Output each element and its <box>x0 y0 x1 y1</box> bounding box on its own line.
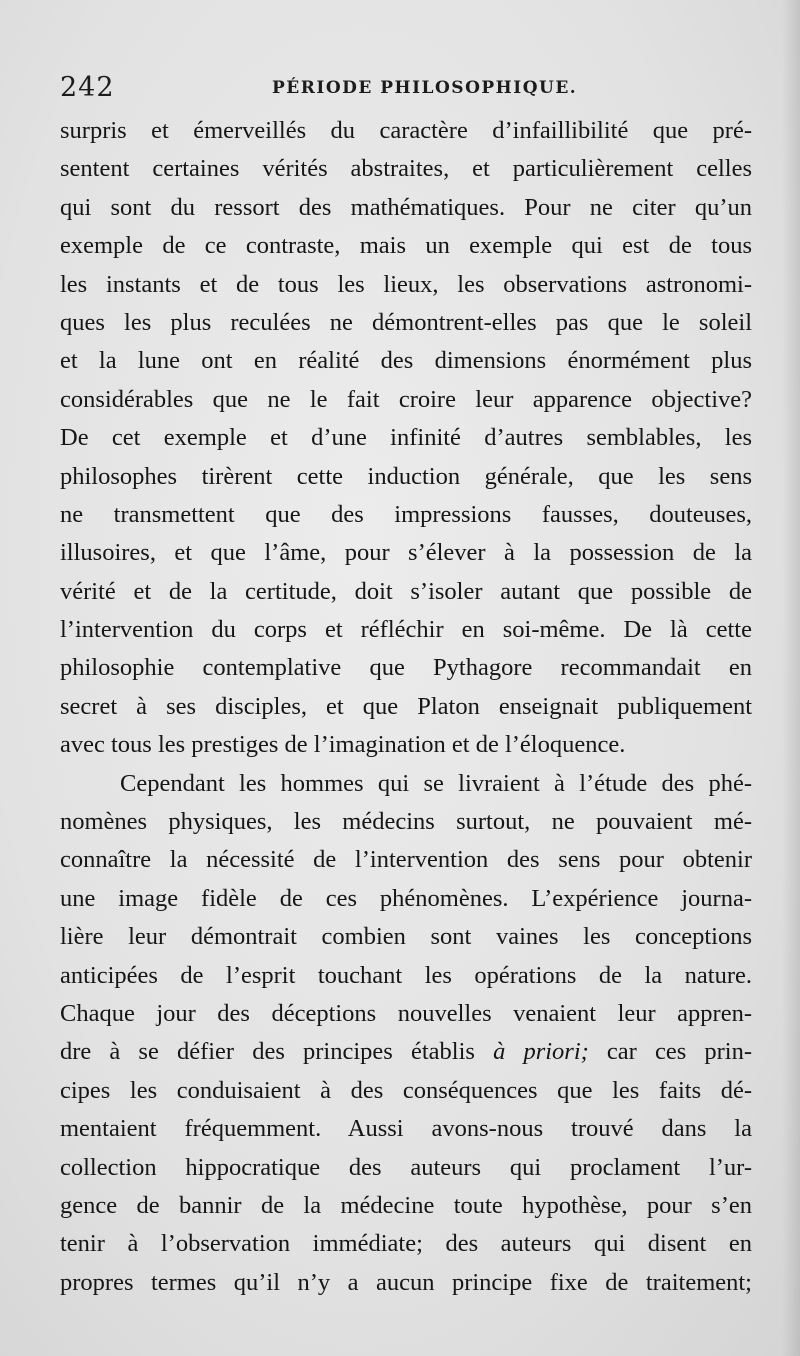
italic-phrase: à priori; <box>493 1038 589 1066</box>
text-line: tenir à l’observation immédiate; des auteurs qui disent en <box>60 1230 752 1258</box>
text-line: philosophes tirèrent cette induction générale, que les sens <box>60 462 752 490</box>
text-line: illusoires, et que l’âme, pour s’élever à la possession de la <box>60 539 752 567</box>
text-line: sentent certaines vérités abstraites, et particulièrement celles <box>60 155 752 183</box>
body-text <box>60 112 752 1302</box>
text-line: nomènes physiques, les médecins surtout, ne pouvaient mé- <box>60 808 752 836</box>
running-head: PÉRIODE PHILOSOPHIQUE. <box>272 78 578 98</box>
text-line: considérables que ne le fait croire leur apparence objective? <box>60 385 752 413</box>
text-line: propres termes qu’il n’y a aucun principe fixe de traitement; <box>60 1268 752 1296</box>
text-line: exemple de ce contraste, mais un exemple qui est de tous <box>60 232 752 260</box>
text-line: Cependant les hommes qui se livraient à l’étude des phé- <box>120 769 752 797</box>
text-segment: car ces prin- <box>588 1038 753 1066</box>
text-line: cipes les conduisaient à des conséquences que les faits dé- <box>60 1076 752 1104</box>
text-line: lière leur démontrait combien sont vaines les conceptions <box>60 923 752 951</box>
text-line: et la lune ont en réalité des dimensions énormément plus <box>60 347 752 375</box>
text-line: mentaient fréquemment. Aussi avons-nous trouvé dans la <box>60 1115 752 1143</box>
text-line-with-italic <box>60 1033 752 1071</box>
text-line: ques les plus reculées ne démontrent-elles pas que le soleil <box>60 308 752 336</box>
text-line: secret à ses disciples, et que Platon enseignait publiquement <box>60 692 752 720</box>
text-line: une image fidèle de ces phénomènes. L’expérience journa- <box>60 884 752 912</box>
text-line: les instants et de tous les lieux, les observations astronomi- <box>60 270 752 298</box>
text-line: De cet exemple et d’une infinité d’autres semblables, les <box>60 424 752 452</box>
page-edge-shadow <box>782 0 800 1356</box>
text-line: ne transmettent que des impressions fausses, douteuses, <box>60 500 752 528</box>
text-line: gence de bannir de la médecine toute hypothèse, pour s’en <box>60 1191 752 1219</box>
paragraph-2 <box>60 765 752 1302</box>
text-segment: dre à se défier des principes établis <box>60 1038 475 1066</box>
text-line: anticipées de l’esprit touchant les opérations de la nature. <box>60 961 752 989</box>
text-line: l’intervention du corps et réfléchir en soi-même. De là cette <box>60 616 752 644</box>
text-line: surpris et émerveillés du caractère d’infaillibilité que pré- <box>60 117 752 144</box>
text-line: philosophie contemplative que Pythagore recommandait en <box>60 654 752 682</box>
page-number: 242 <box>60 72 115 103</box>
text-line: connaître la nécessité de l’intervention des sens pour obtenir <box>60 846 752 874</box>
paragraph-1 <box>60 112 752 765</box>
text-line: qui sont du ressort des mathématiques. Pour ne citer qu’un <box>60 193 752 221</box>
text-line: collection hippocratique des auteurs qui proclament l’ur- <box>60 1153 752 1181</box>
text-line: Chaque jour des déceptions nouvelles venaient leur appren- <box>60 999 752 1027</box>
page-header <box>60 72 750 106</box>
text-line: avec tous les prestiges de l’imagination et de l’éloquence. <box>60 731 626 759</box>
text-line: vérité et de la certitude, doit s’isoler autant que possible de <box>60 577 752 605</box>
